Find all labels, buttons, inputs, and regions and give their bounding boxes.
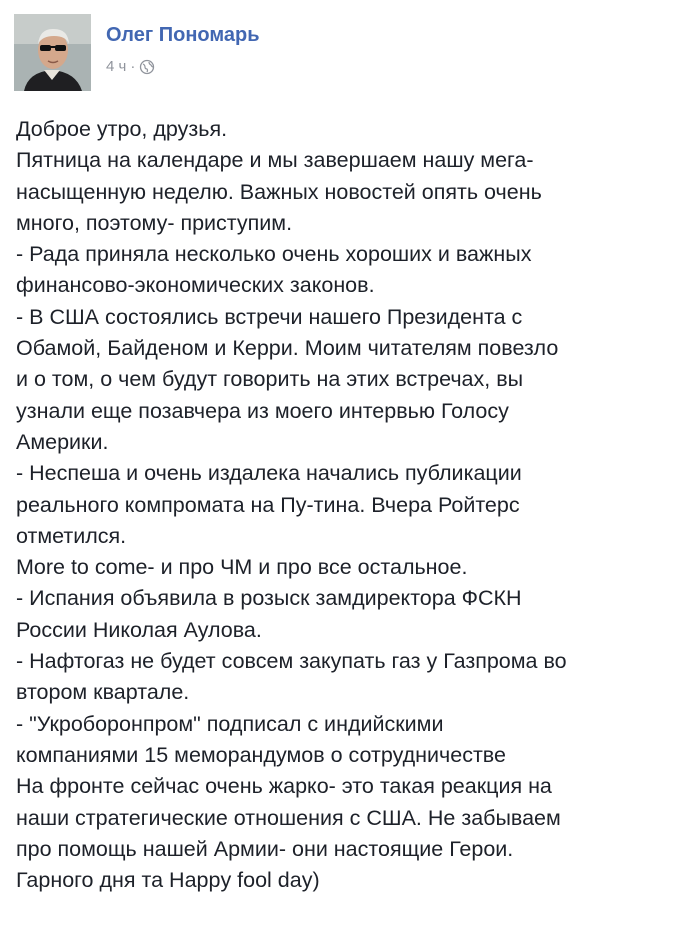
post-text-line: финансово-экономических законов.: [16, 273, 375, 298]
post-text-line: - В США состоялись встречи нашего Президента с: [16, 304, 523, 329]
post-text-line: - Неспеша и очень издалека начались публикации: [16, 461, 522, 486]
author-name-link[interactable]: Олег Пономарь: [106, 24, 260, 46]
post-meta: [106, 58, 155, 75]
post-text-line: много, поэтому- приступим.: [16, 210, 293, 235]
globe-icon[interactable]: [139, 59, 155, 75]
post-text-line: - "Укроборонпром" подписал с индийскими: [16, 711, 444, 736]
post-header: [14, 14, 684, 92]
post-text-line: компаниями 15 меморандумов о сотрудничестве: [16, 742, 506, 767]
post-text-line: России Николая Аулова.: [16, 617, 262, 642]
post-timestamp[interactable]: 4 ч: [106, 58, 127, 75]
post-text-line: втором квартале.: [16, 680, 190, 705]
post-text-line: - Рада приняла несколько очень хороших и важных: [16, 242, 532, 267]
post-text-line: Обамой, Байденом и Керри. Моим читателям повезло: [16, 336, 559, 361]
post-body: [16, 114, 676, 896]
post-text-line: насыщенную неделю. Важных новостей опять очень: [16, 179, 542, 204]
meta-separator: ·: [130, 58, 136, 75]
post-text-line: - Испания объявила в розыск замдиректора ФСКН: [16, 586, 522, 611]
post-text-line: реального компромата на Пу-тина. Вчера Ройтерс: [16, 492, 520, 517]
avatar-image: [14, 14, 91, 91]
post-text-line: про помощь нашей Армии- они настоящие Герои.: [16, 836, 514, 861]
post-text-line: отметился.: [16, 523, 127, 548]
avatar[interactable]: [14, 14, 91, 91]
post-text-line: узнали еще позавчера из моего интервью Голосу: [16, 398, 509, 423]
post-text-line: Пятница на календаре и мы завершаем нашу мега-: [16, 148, 534, 173]
post-text-line: Гарного дня та Happy fool day): [16, 868, 320, 893]
post-text-line: наши стратегические отношения с США. Не забываем: [16, 805, 561, 830]
post-text-line: Доброе утро, друзья.: [16, 117, 228, 141]
post-text-line: На фронте сейчас очень жарко- это такая реакция на: [16, 774, 552, 799]
post-text-line: и о том, о чем будут говорить на этих встречах, вы: [16, 367, 524, 392]
post-text-line: More to come- и про ЧМ и про все остальное.: [16, 555, 468, 580]
post-text-line: - Нафтогаз не будет совсем закупать газ у Газпрома во: [16, 649, 567, 674]
post-text-line: Америки.: [16, 429, 109, 454]
